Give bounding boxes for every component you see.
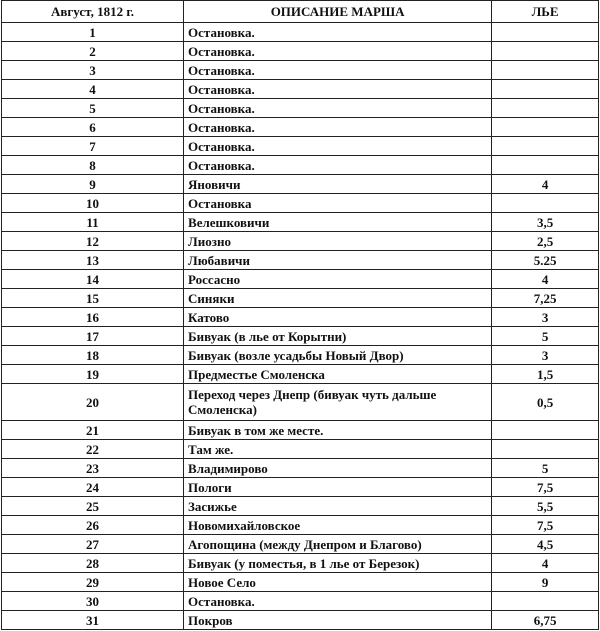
description-cell: Остановка.: [184, 42, 492, 61]
description-cell: Остановка.: [184, 137, 492, 156]
le-cell: 5,5: [492, 497, 599, 516]
day-cell: 22: [2, 440, 184, 459]
day-cell: 24: [2, 478, 184, 497]
le-cell: 2,5: [492, 232, 599, 251]
day-cell: 1: [2, 23, 184, 42]
day-cell: 15: [2, 289, 184, 308]
march-table: [1, 0, 599, 630]
header-description: ОПИСАНИЕ МАРША: [184, 1, 492, 23]
le-cell: [492, 156, 599, 175]
description-cell: Россасно: [184, 270, 492, 289]
day-cell: 9: [2, 175, 184, 194]
table-row: [2, 384, 599, 421]
day-cell: 28: [2, 554, 184, 573]
le-cell: [492, 137, 599, 156]
description-cell: Там же.: [184, 440, 492, 459]
description-cell: Бивуак (у поместья, в 1 лье от Березок): [184, 554, 492, 573]
day-cell: 26: [2, 516, 184, 535]
description-cell: Любавичи: [184, 251, 492, 270]
le-cell: 0,5: [492, 384, 599, 421]
day-cell: 27: [2, 535, 184, 554]
description-cell: Пологи: [184, 478, 492, 497]
le-cell: [492, 99, 599, 118]
table-row: [2, 137, 599, 156]
description-cell: Яновичи: [184, 175, 492, 194]
le-cell: 9: [492, 573, 599, 592]
le-cell: 4: [492, 554, 599, 573]
header-date: Август, 1812 г.: [2, 1, 184, 23]
le-cell: 3: [492, 308, 599, 327]
table-row: [2, 251, 599, 270]
description-cell: Остановка.: [184, 23, 492, 42]
table-row: [2, 327, 599, 346]
table-row: [2, 194, 599, 213]
day-cell: 3: [2, 61, 184, 80]
day-cell: 2: [2, 42, 184, 61]
table-row: [2, 61, 599, 80]
table-row: [2, 573, 599, 592]
description-cell: Покров: [184, 611, 492, 630]
day-cell: 11: [2, 213, 184, 232]
le-cell: [492, 118, 599, 137]
day-cell: 17: [2, 327, 184, 346]
le-cell: 7,25: [492, 289, 599, 308]
le-cell: [492, 42, 599, 61]
le-cell: [492, 421, 599, 440]
table-row: [2, 175, 599, 194]
description-cell: Остановка.: [184, 156, 492, 175]
le-cell: [492, 61, 599, 80]
day-cell: 30: [2, 592, 184, 611]
le-cell: 4: [492, 270, 599, 289]
description-cell: Остановка: [184, 194, 492, 213]
table-row: [2, 118, 599, 137]
description-cell: Остановка.: [184, 61, 492, 80]
table-row: [2, 611, 599, 630]
le-cell: 5: [492, 459, 599, 478]
le-cell: [492, 592, 599, 611]
table-row: [2, 554, 599, 573]
description-cell: Остановка.: [184, 80, 492, 99]
day-cell: 13: [2, 251, 184, 270]
description-cell: Агопощина (между Днепром и Благово): [184, 535, 492, 554]
header-le: ЛЬЕ: [492, 1, 599, 23]
table-body: [2, 23, 599, 630]
table-row: [2, 365, 599, 384]
le-cell: 7,5: [492, 478, 599, 497]
description-cell: Переход через Днепр (бивуак чуть дальше Смоленска): [184, 384, 492, 421]
day-cell: 29: [2, 573, 184, 592]
table-row: [2, 421, 599, 440]
description-cell: Засижье: [184, 497, 492, 516]
table-row: [2, 80, 599, 99]
le-cell: 4,5: [492, 535, 599, 554]
le-cell: [492, 440, 599, 459]
table-row: [2, 42, 599, 61]
day-cell: 14: [2, 270, 184, 289]
le-cell: 5: [492, 327, 599, 346]
description-cell: Катово: [184, 308, 492, 327]
day-cell: 21: [2, 421, 184, 440]
table-row: [2, 308, 599, 327]
description-cell: Новое Село: [184, 573, 492, 592]
le-cell: [492, 23, 599, 42]
table-row: [2, 23, 599, 42]
description-cell: Остановка.: [184, 99, 492, 118]
day-cell: 23: [2, 459, 184, 478]
description-cell: Велешковичи: [184, 213, 492, 232]
description-cell: Синяки: [184, 289, 492, 308]
description-cell: Лиозно: [184, 232, 492, 251]
le-cell: 1,5: [492, 365, 599, 384]
le-cell: 6,75: [492, 611, 599, 630]
header-row: [2, 1, 599, 23]
description-cell: Остановка.: [184, 592, 492, 611]
description-cell: Бивуак (возле усадьбы Новый Двор): [184, 346, 492, 365]
day-cell: 10: [2, 194, 184, 213]
table-row: [2, 478, 599, 497]
table-row: [2, 440, 599, 459]
table-row: [2, 156, 599, 175]
table-row: [2, 289, 599, 308]
description-cell: Владимирово: [184, 459, 492, 478]
table-row: [2, 516, 599, 535]
le-cell: 3,5: [492, 213, 599, 232]
table-row: [2, 592, 599, 611]
table-row: [2, 213, 599, 232]
day-cell: 7: [2, 137, 184, 156]
table-row: [2, 497, 599, 516]
description-cell: Бивуак в том же месте.: [184, 421, 492, 440]
description-cell: Остановка.: [184, 118, 492, 137]
le-cell: [492, 194, 599, 213]
day-cell: 16: [2, 308, 184, 327]
day-cell: 18: [2, 346, 184, 365]
day-cell: 20: [2, 384, 184, 421]
day-cell: 8: [2, 156, 184, 175]
day-cell: 25: [2, 497, 184, 516]
le-cell: [492, 80, 599, 99]
table-row: [2, 99, 599, 118]
description-cell: Новомихайловское: [184, 516, 492, 535]
table-row: [2, 459, 599, 478]
table-row: [2, 270, 599, 289]
description-cell: Предместье Смоленска: [184, 365, 492, 384]
day-cell: 4: [2, 80, 184, 99]
day-cell: 19: [2, 365, 184, 384]
day-cell: 6: [2, 118, 184, 137]
day-cell: 31: [2, 611, 184, 630]
day-cell: 12: [2, 232, 184, 251]
table-row: [2, 346, 599, 365]
table-row: [2, 535, 599, 554]
table-row: [2, 232, 599, 251]
day-cell: 5: [2, 99, 184, 118]
le-cell: 3: [492, 346, 599, 365]
le-cell: 4: [492, 175, 599, 194]
le-cell: 7,5: [492, 516, 599, 535]
description-cell: Бивуак (в лье от Корытни): [184, 327, 492, 346]
le-cell: 5.25: [492, 251, 599, 270]
